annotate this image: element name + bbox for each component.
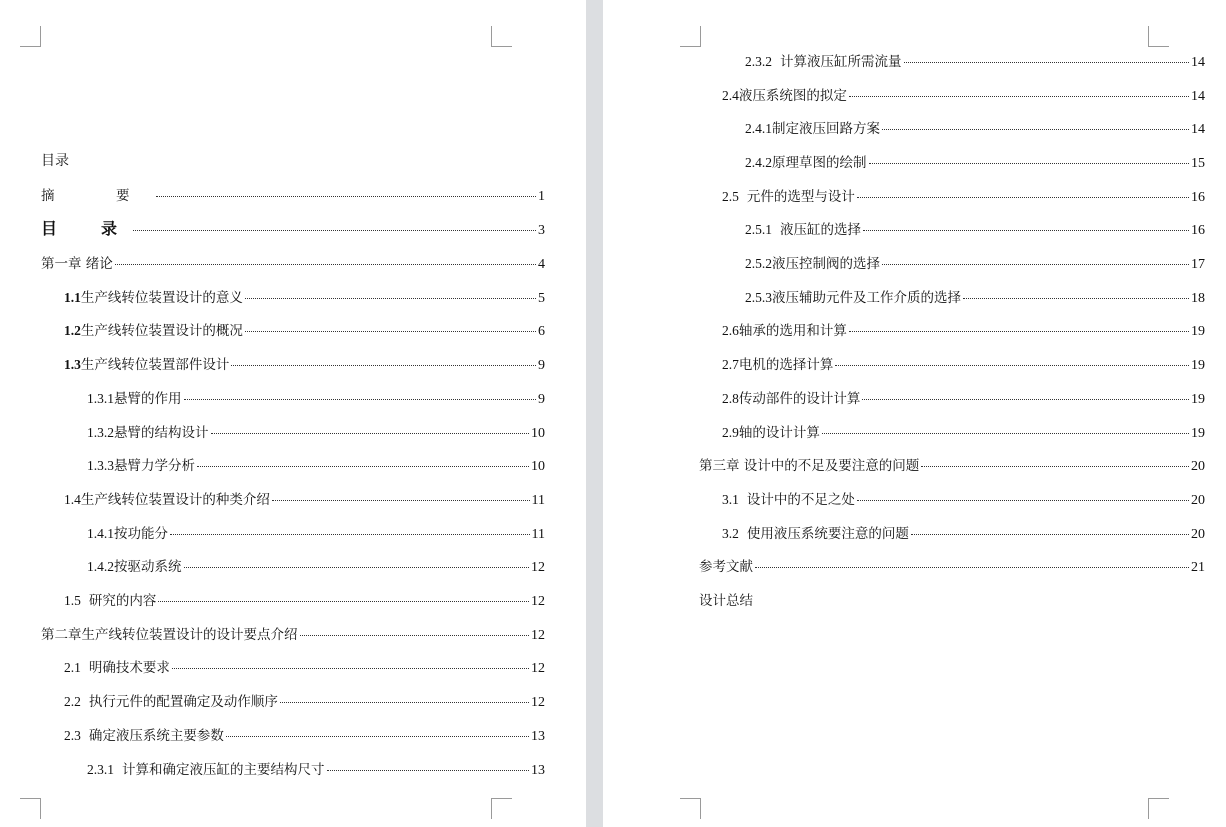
dot-leader — [226, 736, 529, 737]
toc-entry-2-6[interactable] — [722, 322, 1205, 341]
toc-entry-label: 使用液压系统要注意的问题 — [746, 526, 909, 542]
toc-entry-label: 摘 要 — [41, 188, 154, 204]
toc-entry-page: 12 — [531, 560, 545, 575]
toc-entry-label: 原理草图的绘制 — [772, 155, 867, 171]
toc-entry-2-7[interactable] — [722, 356, 1205, 375]
toc-entry-page: 6 — [538, 324, 545, 339]
dot-leader — [245, 331, 536, 332]
toc-entry-page: 20 — [1191, 459, 1205, 474]
toc-entry-number: 3.1 — [722, 492, 739, 507]
toc-entry-label: 参考文献 — [699, 559, 753, 575]
dot-leader — [822, 433, 1189, 434]
toc-entry-label: 电机的选择计算 — [738, 357, 834, 373]
toc-entry-2-4[interactable] — [722, 87, 1205, 106]
dot-leader — [862, 399, 1189, 400]
margin-corner-top-left — [680, 26, 701, 47]
toc-entry-number: 2.4 — [722, 88, 739, 103]
toc-entry-label: 传动部件的设计计算 — [738, 391, 861, 407]
dot-leader — [882, 129, 1189, 130]
toc-entry-number: 2.8 — [722, 391, 739, 406]
toc-entry-number: 1.3.1 — [87, 391, 114, 406]
toc-entry-page: 5 — [538, 291, 545, 306]
dot-leader — [327, 770, 530, 771]
dot-leader — [272, 500, 530, 501]
toc-entry-page: 10 — [531, 426, 545, 441]
toc-entry-page: 19 — [1191, 426, 1205, 441]
dot-leader — [115, 264, 536, 265]
toc-entry-label: 液压控制阀的选择 — [772, 256, 880, 272]
dot-leader — [911, 534, 1189, 535]
toc-entry-label: 生产线转位装置设计的种类介绍 — [80, 492, 270, 508]
toc-entry-chapter-3[interactable] — [699, 457, 1205, 476]
dot-leader — [882, 264, 1189, 265]
toc-entry-page: 11 — [531, 527, 545, 542]
toc-entry-2-8[interactable] — [722, 390, 1205, 409]
dot-leader — [156, 196, 537, 197]
margin-corner-top-right — [491, 26, 512, 47]
toc-entry-2-5[interactable] — [722, 188, 1205, 207]
toc-entry-page: 12 — [531, 628, 545, 643]
toc-entry-page: 14 — [1191, 122, 1205, 137]
toc-entry-number: 2.4.1 — [745, 121, 772, 136]
toc-entry-label: 确定液压系统主要参数 — [88, 728, 224, 744]
toc-entry-1-3-1[interactable] — [87, 390, 545, 409]
dot-leader — [849, 96, 1189, 97]
toc-entry-2-1[interactable] — [64, 659, 545, 678]
toc-entry-2-5-3[interactable] — [745, 289, 1205, 308]
toc-entry-number: 1.4 — [64, 492, 81, 507]
toc-entry-1-1[interactable] — [64, 289, 545, 308]
toc-entry-number: 1.3.2 — [87, 425, 114, 440]
toc-entry-page: 13 — [531, 763, 545, 778]
toc-entry-number: 2.4.2 — [745, 155, 772, 170]
toc-entry-page: 9 — [538, 358, 545, 373]
toc-entry-1-3-2[interactable] — [87, 424, 545, 443]
toc-entry-page: 12 — [531, 661, 545, 676]
toc-entry-label: 轴承的选用和计算 — [738, 323, 847, 339]
toc-entry-page: 1 — [538, 189, 545, 204]
toc-entry-label: 液压缸的选择 — [780, 222, 861, 238]
dot-leader — [197, 466, 529, 467]
toc-entry-2-5-1[interactable] — [745, 221, 1205, 240]
margin-corner-top-right — [1148, 26, 1169, 47]
toc-entry-label: 目 录 — [41, 219, 132, 238]
toc-entry-2-4-2[interactable] — [745, 154, 1205, 173]
toc-entry-label: 轴的设计计算 — [738, 425, 820, 441]
toc-entry-label: 第三章 设计中的不足及要注意的问题 — [699, 458, 920, 474]
dot-leader — [904, 62, 1190, 63]
toc-entry-number: 2.3.1 — [87, 762, 114, 777]
toc-entry-label: 执行元件的配置确定及动作顺序 — [88, 694, 278, 710]
toc-entry-label: 第二章生产线转位装置设计的设计要点介绍 — [41, 627, 298, 643]
toc-entry-2-3-2[interactable] — [745, 53, 1205, 72]
toc-entry-label: 明确技术要求 — [88, 660, 170, 676]
dot-leader — [300, 635, 530, 636]
toc-entry-2-2[interactable] — [64, 693, 545, 712]
toc-entry-number: 1.3.3 — [87, 458, 114, 473]
toc-entry-number: 3.2 — [722, 526, 739, 541]
toc-entry-label: 第一章 绪论 — [41, 256, 113, 272]
toc-entry-number: 2.1 — [64, 660, 81, 675]
toc-entry-label: 设计中的不足之处 — [746, 492, 855, 508]
toc-entry-page: 13 — [531, 729, 545, 744]
toc-entry-page: 10 — [531, 459, 545, 474]
toc-entry-number: 2.3 — [64, 728, 81, 743]
toc-entry-number: 1.5 — [64, 593, 81, 608]
toc-entry-contents[interactable] — [41, 220, 545, 240]
dot-leader — [184, 567, 530, 568]
dot-leader — [849, 331, 1189, 332]
margin-corner-bottom-right — [1148, 798, 1169, 819]
toc-entry-page: 19 — [1191, 358, 1205, 373]
toc-entry-page: 12 — [531, 695, 545, 710]
toc-entry-page: 14 — [1191, 89, 1205, 104]
toc-entry-2-3-1[interactable] — [87, 761, 545, 780]
toc-entry-3-2[interactable] — [722, 525, 1205, 544]
dot-leader — [211, 433, 530, 434]
toc-entry-label: 计算和确定液压缸的主要结构尺寸 — [122, 762, 325, 778]
toc-entry-number: 2.5.1 — [745, 222, 772, 237]
toc-entry-label: 制定液压回路方案 — [772, 121, 880, 137]
dot-leader — [863, 230, 1189, 231]
margin-corner-bottom-left — [680, 798, 701, 819]
toc-entry-label: 按功能分 — [114, 526, 168, 542]
toc-entry-label: 液压系统图的拟定 — [738, 88, 847, 104]
dot-leader — [835, 365, 1189, 366]
toc-entry-page: 19 — [1191, 392, 1205, 407]
dot-leader — [170, 534, 530, 535]
toc-entry-number: 1.1 — [64, 290, 81, 305]
margin-corner-bottom-left — [20, 798, 41, 819]
toc-entry-page: 21 — [1191, 560, 1205, 575]
toc-entry-abstract[interactable] — [41, 187, 545, 206]
toc-entry-label: 悬臂的结构设计 — [114, 425, 209, 441]
toc-entry-1-4-1[interactable] — [87, 525, 545, 544]
toc-entry-label: 悬臂的作用 — [114, 391, 182, 407]
toc-entry-1-3-3[interactable] — [87, 457, 545, 476]
toc-entry-1-2[interactable] — [64, 322, 545, 341]
toc-entry-number: 2.5.2 — [745, 256, 772, 271]
toc-entry-references[interactable] — [699, 558, 1205, 577]
toc-entry-label: 元件的选型与设计 — [746, 189, 855, 205]
toc-entry-page: 20 — [1191, 527, 1205, 542]
dot-leader — [231, 365, 536, 366]
toc-entry-page: 12 — [531, 594, 545, 609]
toc-entry-page: 14 — [1191, 55, 1205, 70]
toc-entry-label: 生产线转位装置设计的概况 — [80, 323, 243, 339]
document-page-left — [0, 0, 586, 827]
toc-entry-2-3[interactable] — [64, 727, 545, 746]
toc-entry-label: 计算液压缸所需流量 — [780, 54, 902, 70]
toc-entry-number: 2.7 — [722, 357, 739, 372]
dot-leader — [184, 399, 537, 400]
toc-entry-page: 18 — [1191, 291, 1205, 306]
toc-entry-number: 2.5.3 — [745, 290, 772, 305]
toc-entry-3-1[interactable] — [722, 491, 1205, 510]
toc-entry-page: 20 — [1191, 493, 1205, 508]
toc-entry-label: 按驱动系统 — [114, 559, 182, 575]
toc-entry-label: 研究的内容 — [88, 593, 157, 609]
dot-leader — [755, 567, 1189, 568]
toc-entry-2-9[interactable] — [722, 424, 1205, 443]
dot-leader — [245, 298, 536, 299]
dot-leader — [158, 601, 529, 602]
toc-entry-number: 2.5 — [722, 189, 739, 204]
margin-corner-bottom-right — [491, 798, 512, 819]
toc-entry-design-summary[interactable] — [699, 592, 753, 610]
toc-entry-page: 9 — [538, 392, 545, 407]
toc-entry-number: 1.4.2 — [87, 559, 114, 574]
margin-corner-top-left — [20, 26, 41, 47]
toc-entry-chapter-1[interactable] — [41, 255, 545, 274]
toc-entry-page: 11 — [531, 493, 545, 508]
toc-entry-page: 17 — [1191, 257, 1205, 272]
document-page-right — [603, 0, 1226, 827]
toc-entry-1-3[interactable] — [64, 356, 545, 375]
dot-leader — [133, 230, 536, 231]
toc-entry-page: 3 — [538, 223, 545, 238]
dot-leader — [869, 163, 1190, 164]
toc-entry-number: 2.9 — [722, 425, 739, 440]
toc-entry-number: 2.2 — [64, 694, 81, 709]
toc-entry-label: 生产线转位装置部件设计 — [80, 357, 230, 373]
dot-leader — [963, 298, 1189, 299]
toc-entry-page: 19 — [1191, 324, 1205, 339]
toc-entry-page: 15 — [1191, 156, 1205, 171]
toc-entry-page: 16 — [1191, 190, 1205, 205]
toc-entry-number: 1.4.1 — [87, 526, 114, 541]
toc-entry-page: 16 — [1191, 223, 1205, 238]
toc-entry-label: 液压辅助元件及工作介质的选择 — [772, 290, 961, 306]
toc-entry-number: 1.3 — [64, 357, 81, 372]
toc-entry-number: 2.3.2 — [745, 54, 772, 69]
dot-leader — [280, 702, 529, 703]
toc-entry-label: 设计总结 — [699, 593, 753, 609]
toc-entry-chapter-2[interactable] — [41, 626, 545, 645]
dot-leader — [921, 466, 1189, 467]
toc-entry-label: 悬臂力学分析 — [114, 458, 195, 474]
toc-entry-1-5[interactable] — [64, 592, 545, 611]
toc-entry-1-4-2[interactable] — [87, 558, 545, 577]
toc-entry-number: 1.2 — [64, 323, 81, 338]
toc-entry-label: 生产线转位装置设计的意义 — [80, 290, 243, 306]
toc-heading: 目录 — [41, 153, 69, 169]
dot-leader — [857, 197, 1189, 198]
toc-entry-1-4[interactable] — [64, 491, 545, 510]
toc-entry-2-4-1[interactable] — [745, 120, 1205, 139]
dot-leader — [857, 500, 1189, 501]
toc-entry-number: 2.6 — [722, 323, 739, 338]
dot-leader — [172, 668, 529, 669]
toc-entry-2-5-2[interactable] — [745, 255, 1205, 274]
toc-entry-page: 4 — [538, 257, 545, 272]
